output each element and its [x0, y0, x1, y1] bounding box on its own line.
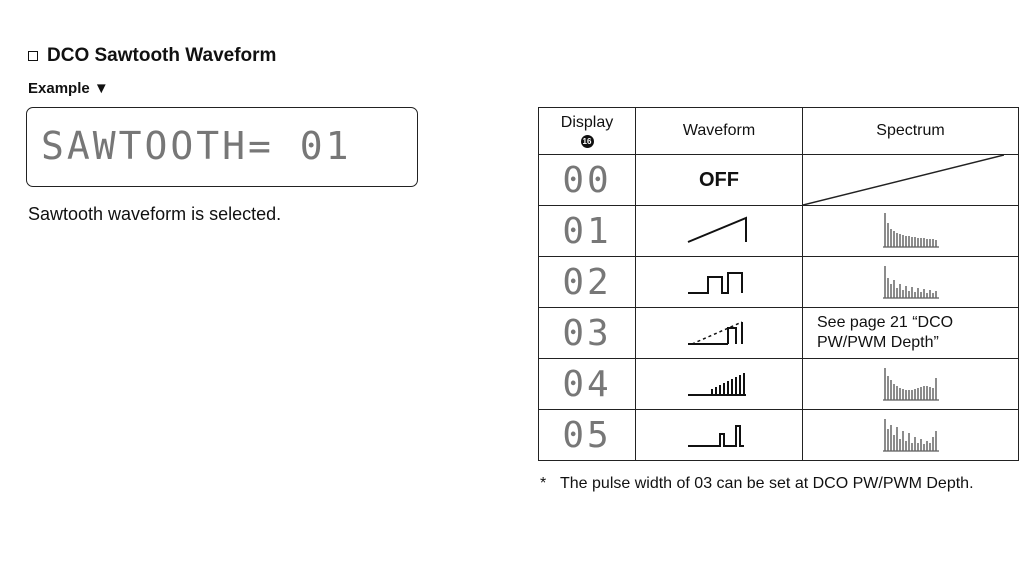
section-heading-text: DCO Sawtooth Waveform	[47, 45, 277, 66]
header-display	[539, 108, 636, 155]
footnote-marker: *	[540, 475, 547, 492]
display-value: 04	[562, 363, 612, 405]
header-spectrum: Spectrum	[803, 108, 1019, 155]
comb-wave-icon	[684, 365, 754, 399]
spectrum-graph-icon	[879, 209, 943, 249]
table-row	[539, 308, 1019, 359]
square-wave-icon	[684, 263, 754, 297]
spectrum-graph-icon	[879, 413, 943, 453]
table-row	[539, 359, 1019, 410]
checkbox-square-icon	[28, 51, 38, 61]
reference-badge-icon: 16	[581, 135, 594, 148]
section-heading	[28, 45, 276, 67]
footnote-text: The pulse width of 03 can be set at DCO PW/PWM Depth.	[560, 475, 974, 492]
table-row	[539, 155, 1019, 206]
display-value: 01	[562, 210, 612, 252]
spectrum-none-diagonal	[803, 155, 1019, 206]
example-label: Example ▼	[28, 80, 109, 97]
display-value: 05	[562, 414, 612, 456]
spectrum-note: See page 21 “DCO PW/PWM Depth”	[803, 308, 1019, 359]
display-value: 03	[562, 312, 612, 354]
header-waveform: Waveform	[636, 108, 803, 155]
caption-text: Sawtooth waveform is selected.	[28, 204, 282, 224]
footnote	[540, 473, 1010, 494]
waveform-table	[538, 107, 1019, 461]
diagonal-line-icon	[803, 155, 1004, 205]
display-value: 00	[562, 159, 612, 201]
pulse-wave-icon	[684, 314, 754, 348]
sawtooth-wave-icon	[684, 212, 754, 246]
lcd-display-text: SAWTOOTH= 01	[41, 124, 352, 168]
spectrum-graph-icon	[879, 362, 943, 402]
spectrum-graph-icon	[879, 260, 943, 300]
table-header-row	[539, 108, 1019, 155]
header-display-label: Display	[560, 114, 614, 131]
lcd-display	[26, 107, 418, 187]
double-pulse-wave-icon	[684, 416, 754, 450]
display-value: 02	[562, 261, 612, 303]
table-row	[539, 206, 1019, 257]
waveform-off-text: OFF	[699, 168, 739, 191]
table-row	[539, 257, 1019, 308]
table-row	[539, 410, 1019, 461]
